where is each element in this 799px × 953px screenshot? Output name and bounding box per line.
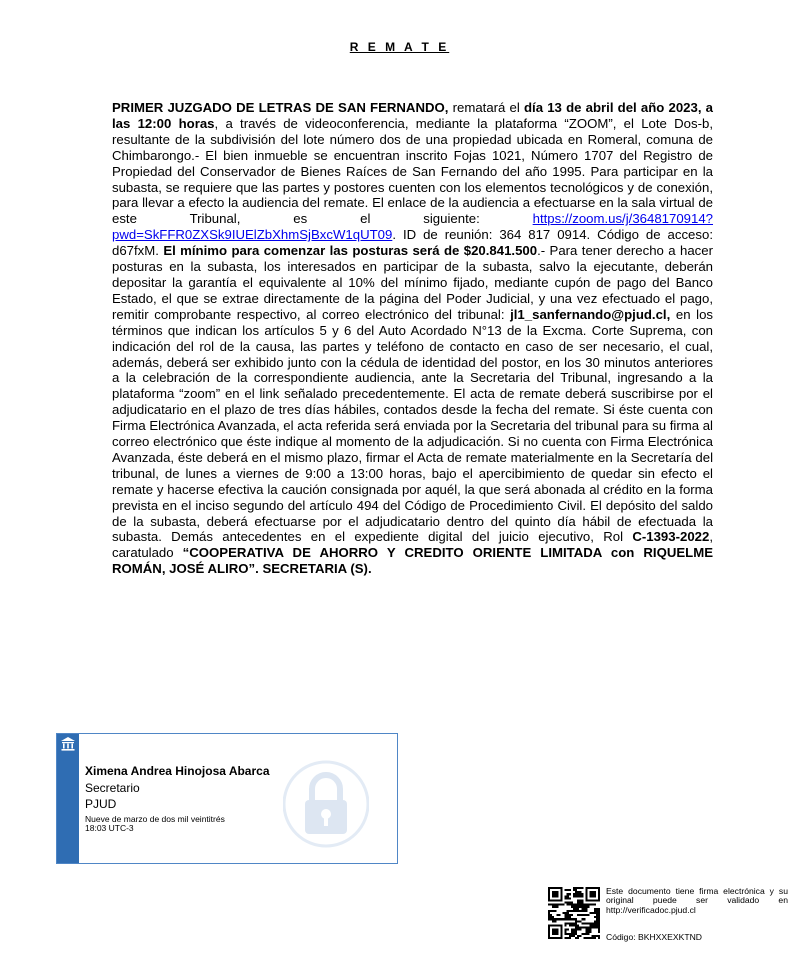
court-name: PRIMER JUZGADO DE LETRAS DE SAN FERNANDO,: [112, 100, 449, 115]
body-segment: .- Para tener derecho a hacer posturas en la subasta, los interesados en participar de la subasta, salvo la ejecutante, deberán depositar la garantía el equivalente al 10% del mínimo fijado, mediante cupón de pago del Banco Estado, el que se extrae directamente de la página del Poder Judicial, y una vez efectuado el pago, remitir comprobante respectivo, al correo electrónico del tribunal:: [112, 243, 713, 322]
signature-side-strip: [57, 734, 79, 863]
body-segment: en los términos que indican los artículos 5 y 6 del Auto Acordado N°13 de la Excma. Corte Suprema, con indicación del rol de la causa, las partes y teléfono de contacto en caso de ser necesario, el cual, además, deberá ser exhibido junto con la cédula de identidad del postor, en los 30 minutos anteriores a la celebración de la correspondiente audiencia, ante la Secretaria del Tribunal, ingresando a la plataforma “zoom” en el link señalado precedentemente. El acta de remate deberá suscribirse por el adjudicatario en el plazo de tres días hábiles, contados desde la fecha del remate. Si éste cuenta con Firma Electrónica Avanzada, el acta referida será enviada por la Secretaria del tribunal para su firma al correo electrónico que éste indique al momento de la adjudicación. Si no cuenta con Firma Electrónica Avanzada, éste deberá en el mismo plazo, firmar el Acta de remate materialmente en la Secretaría del tribunal, de lunes a viernes de 9:00 a 13:00 horas, bajo el apercibimiento de quedar sin efecto el remate y hacerse efectiva la caución consignada por aquél, la que será abonada al crédito en la forma prevista en el inciso segundo del artículo 494 del Código de Procedimiento Civil. El depósito del saldo de la subasta, deberá efectuarse por el adjudicatario dentro del quinto día hábil de efectuada la subasta. Demás antecedentes en el expediente digital del juicio ejecutivo, Rol: [112, 306, 713, 545]
case-number: C-1393-2022: [632, 529, 710, 545]
body-segment: , caratulado: [112, 529, 713, 561]
minimum-bid: El mínimo para comenzar las posturas será de $20.841.500: [163, 243, 538, 259]
verification-notice: Este documento tiene firma electrónica y su original puede ser validado en http://verificadoc.pjud.cl: [606, 886, 788, 915]
body-segment: . ID de reunión: 364 817 0914. Código de acceso: d67fxM.: [112, 227, 713, 259]
body-segment: , a través de videoconferencia, mediante la plataforma “ZOOM”, el Lote Dos-b, resultante de la subdivisión del lote número dos de una propiedad ubicada en Romeral, comuna de Chimbarongo.- El bien inmueble se encuentran inscrito Fojas 1021, Número 1707 del Registro de Propiedad del Conservador de Bienes Raíces de San Fernando del año 1995. Para participar en la subasta, se requiere que las partes y postores cuenten con los elementos tecnológicos y de conexión, para llevar a efecto la audiencia del remate. El enlace de la audiencia a efectuarse en la sala virtual de este Tribunal, es el siguiente:: [112, 115, 713, 227]
signer-organization: PJUD: [85, 797, 117, 811]
signature-time-line: 18:03 UTC-3: [85, 823, 134, 833]
document-title: R E M A T E: [349, 40, 450, 54]
verification-code: Código: BKHXXEXKTND: [606, 932, 702, 942]
signer-name: Ximena Andrea Hinojosa Abarca: [85, 764, 270, 778]
institution-icon: [60, 736, 76, 752]
court-email: jl1_sanfernando@pjud.cl,: [510, 306, 671, 322]
auction-date: día 13 de abril del año 2023, a las 12:00 horas: [112, 100, 714, 131]
signer-role: Secretario: [85, 781, 140, 795]
signature-date-line: Nueve de marzo de dos mil veintitrés: [85, 814, 225, 824]
electronic-signature-card: [56, 733, 398, 864]
zoom-link[interactable]: https://zoom.us/j/3648170914?pwd=SkFFR0ZXSk9IUElZbXhmSjBxcW1qUT09: [112, 211, 713, 243]
signature-date: [85, 815, 275, 833]
case-title: “COOPERATIVA DE AHORRO Y CREDITO ORIENTE LIMITADA con RIQUELME ROMÁN, JOSÉ ALIRO”. SECRETARIA (S).: [112, 545, 713, 577]
lock-icon: [283, 758, 369, 850]
qr-code-icon[interactable]: [548, 887, 600, 939]
body-segment: rematará el: [448, 100, 524, 115]
auction-notice-text: [112, 100, 713, 577]
